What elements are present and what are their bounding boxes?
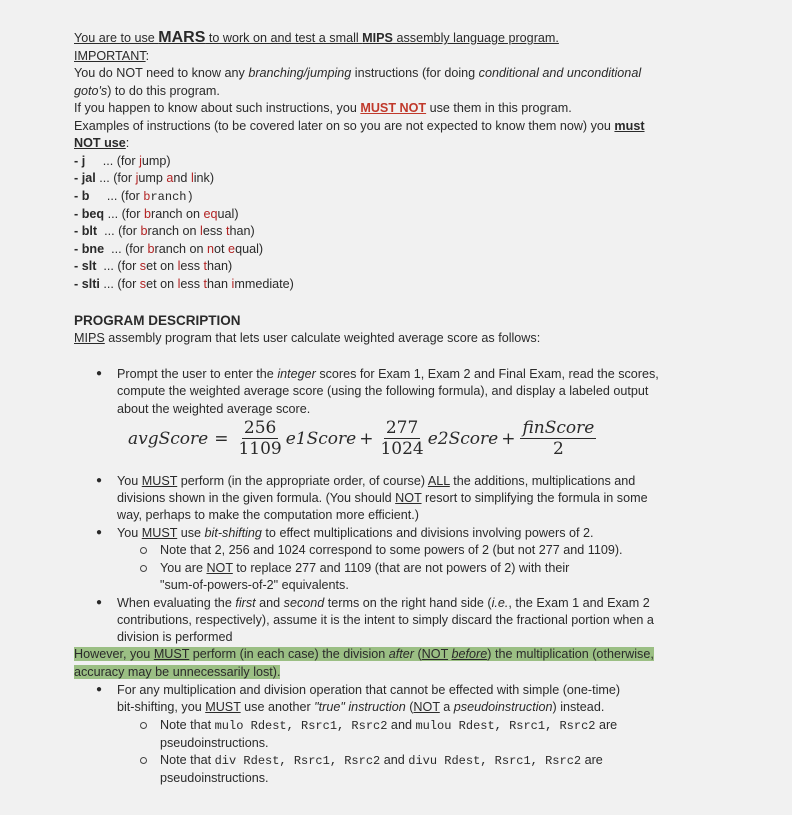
instruction-desc: ranch) [150, 190, 194, 204]
instruction-letter: eq [203, 207, 218, 221]
formula-equals: = [214, 428, 229, 449]
instruction-letter: a [166, 171, 174, 185]
instruction-letter: l [200, 224, 203, 238]
instruction-letter: s [139, 277, 147, 291]
instruction-separator: ... (for [89, 189, 144, 203]
instruction-separator: ... (for [99, 277, 140, 291]
bullet-3: ● [96, 527, 103, 538]
instruction-letter: b [143, 190, 151, 204]
sub-bullet [140, 722, 147, 729]
instruction-desc: ranch on [151, 207, 204, 221]
bullet-5: ● [96, 684, 103, 695]
p2-line-3: way, perhaps to make the computation more efficient.) [117, 508, 419, 522]
fraction-3: $\frac{\text{finScore}}{2}$ [522, 418, 595, 459]
mips-keyword: MIPS [362, 31, 393, 45]
p2-line-1: You MUST perform (in the appropriate order, of course) ALL the additions, multiplications and [117, 474, 636, 488]
instruction-letter: b [140, 224, 148, 238]
instruction-desc: ess [180, 259, 204, 273]
instruction-name: - jal [74, 171, 96, 185]
instruction-item [74, 241, 263, 258]
p1-line-1: Prompt the user to enter the integer scores for Exam 1, Exam 2 and Final Exam, read the scores, [117, 367, 659, 381]
fraction-2: $\frac{277}{1024}$ [380, 418, 424, 459]
important-line-1: You do NOT need to know any branching/jumping instructions (for doing conditional and unconditional [74, 66, 642, 80]
instruction-item [74, 188, 194, 206]
intro-text-3: assembly language program. [392, 31, 559, 45]
instruction-name: - beq [74, 207, 105, 221]
instruction-item [74, 206, 239, 223]
bullet-1: ● [96, 368, 103, 379]
instruction-letter: l [177, 277, 181, 291]
instruction-desc: ess [202, 224, 226, 238]
instruction-separator: ... (for [104, 207, 144, 221]
p5-sub-1: Note that mulo Rdest, Rsrc1, Rsrc2 and mulou Rdest, Rsrc1, Rsrc2 are [160, 718, 618, 733]
p5-sub-2b: pseudoinstructions. [160, 771, 269, 785]
mars-keyword: MARS [158, 29, 206, 46]
instruction-item [74, 258, 232, 275]
p5-line-1: For any multiplication and division operation that cannot be effected with simple (one-time) [117, 683, 621, 697]
highlight-line-1: However, you MUST perform (in each case) the division after (NOT before) the multiplication (otherwise, [74, 647, 654, 661]
important-label: IMPORTANT: [74, 49, 150, 63]
instruction-letter: t [203, 259, 208, 273]
sub-bullet [140, 757, 147, 764]
intro-text: You are to use [74, 31, 159, 45]
instruction-desc: ink) [193, 171, 215, 185]
program-heading: PROGRAM DESCRIPTION [74, 313, 241, 328]
formula-term-2: e2Score [427, 428, 499, 449]
instruction-letter: j [135, 171, 139, 185]
instruction-letter: b [147, 242, 155, 256]
instruction-desc: mmediate) [234, 277, 294, 291]
p5-line-2: bit-shifting, you MUST use another "true" instruction (NOT a pseudoinstruction) instead. [117, 700, 605, 714]
must-not-warning: MUST NOT [360, 101, 427, 115]
highlight-line-2: accuracy may be unnecessarily lost). [74, 665, 281, 679]
instruction-desc: ess [180, 277, 204, 291]
instruction-desc: han) [229, 224, 255, 238]
important-line-4: Examples of instructions (to be covered later on so you are not expected to know them now) you must [74, 119, 645, 133]
instruction-item [74, 153, 171, 170]
p2-line-2: divisions shown in the given formula. (You should NOT resort to simplifying the formula in some [117, 491, 648, 505]
bullet-2: ● [96, 475, 103, 486]
instruction-letter: n [207, 242, 215, 256]
instruction-desc: han [207, 277, 232, 291]
p3-sub-2b: "sum-of-powers-of-2" equivalents. [160, 578, 349, 592]
instruction-letter: i [231, 277, 235, 291]
p4-line-2: contributions, respectively), assume it is the intent to simply discard the fractional portion when a [117, 613, 654, 627]
program-subheading: MIPS assembly program that lets user calculate weighted average score as follows: [74, 331, 541, 345]
instruction-separator: ... (for [85, 154, 140, 168]
p5-sub-1b: pseudoinstructions. [160, 736, 269, 750]
instruction-desc: han) [207, 259, 233, 273]
instruction-name: - slti [74, 277, 100, 291]
instruction-letter: t [225, 224, 230, 238]
sub-bullet [140, 547, 147, 554]
instruction-desc: ranch on [147, 224, 201, 238]
instruction-separator: ... (for [96, 259, 140, 273]
instruction-desc: ual) [217, 207, 239, 221]
instruction-item [74, 276, 294, 293]
instruction-letter: t [203, 277, 208, 291]
instruction-desc: qual) [235, 242, 264, 256]
instruction-name: - bne [74, 242, 105, 256]
instruction-separator: ... (for [97, 224, 141, 238]
instruction-desc: ump [138, 171, 167, 185]
instruction-letter: l [190, 171, 194, 185]
weighted-average-formula: avgScore = $\frac{256}{1109}$ e1Score + $\frac{277}{1024}$ e2Score + $\frac{\text{finScore}}{2}$ [128, 418, 595, 459]
p1-line-2: compute the weighted average score (using the following formula), and display a labeled output [117, 384, 649, 398]
instruction-name: - j [74, 154, 86, 168]
instruction-separator: ... (for [104, 242, 148, 256]
instruction-desc: ump) [141, 154, 171, 168]
instruction-name: - b [74, 189, 90, 203]
p4-line-3: division is performed [117, 630, 233, 644]
p5-sub-2: Note that div Rdest, Rsrc1, Rsrc2 and divu Rdest, Rsrc1, Rsrc2 are [160, 753, 603, 768]
important-line-3: If you happen to know about such instructions, you MUST NOT use them in this program. [74, 101, 572, 115]
instruction-item [74, 170, 214, 187]
instruction-desc: et on [146, 277, 178, 291]
p4-line-1: When evaluating the first and second terms on the right hand side (i.e., the Exam 1 and Exam 2 [117, 596, 650, 610]
instruction-item [74, 223, 255, 240]
important-line-5: NOT use: [74, 136, 130, 150]
important-line-2: goto's) to do this program. [74, 84, 220, 98]
instruction-letter: s [139, 259, 147, 273]
formula-term-1: e1Score [285, 428, 357, 449]
instruction-name: - blt [74, 224, 98, 238]
sub-bullet [140, 565, 147, 572]
intro-text-2: to work on and test a small [205, 31, 363, 45]
instruction-desc: ot [214, 242, 229, 256]
formula-lhs: avgScore [128, 428, 209, 449]
instruction-name: - slt [74, 259, 97, 273]
bullet-4: ● [96, 597, 103, 608]
instruction-letter: e [228, 242, 236, 256]
instruction-desc: ranch on [154, 242, 208, 256]
p3-sub-2: You are NOT to replace 277 and 1109 (that are not powers of 2) with their [160, 561, 570, 575]
instruction-letter: l [177, 259, 181, 273]
instruction-separator: ... (for [95, 171, 136, 185]
intro-line [74, 29, 559, 47]
instruction-letter: j [139, 154, 142, 168]
instruction-desc: et on [146, 259, 178, 273]
instruction-desc: nd [173, 171, 191, 185]
p3-line-1: You MUST use bit-shifting to effect multiplications and divisions involving powers of 2. [117, 526, 594, 540]
fraction-1: $\frac{256}{1109}$ [238, 418, 282, 459]
p3-sub-1: Note that 2, 256 and 1024 correspond to some powers of 2 (but not 277 and 1109). [160, 543, 623, 557]
instruction-letter: b [143, 207, 151, 221]
p1-line-3: about the weighted average score. [117, 402, 311, 416]
